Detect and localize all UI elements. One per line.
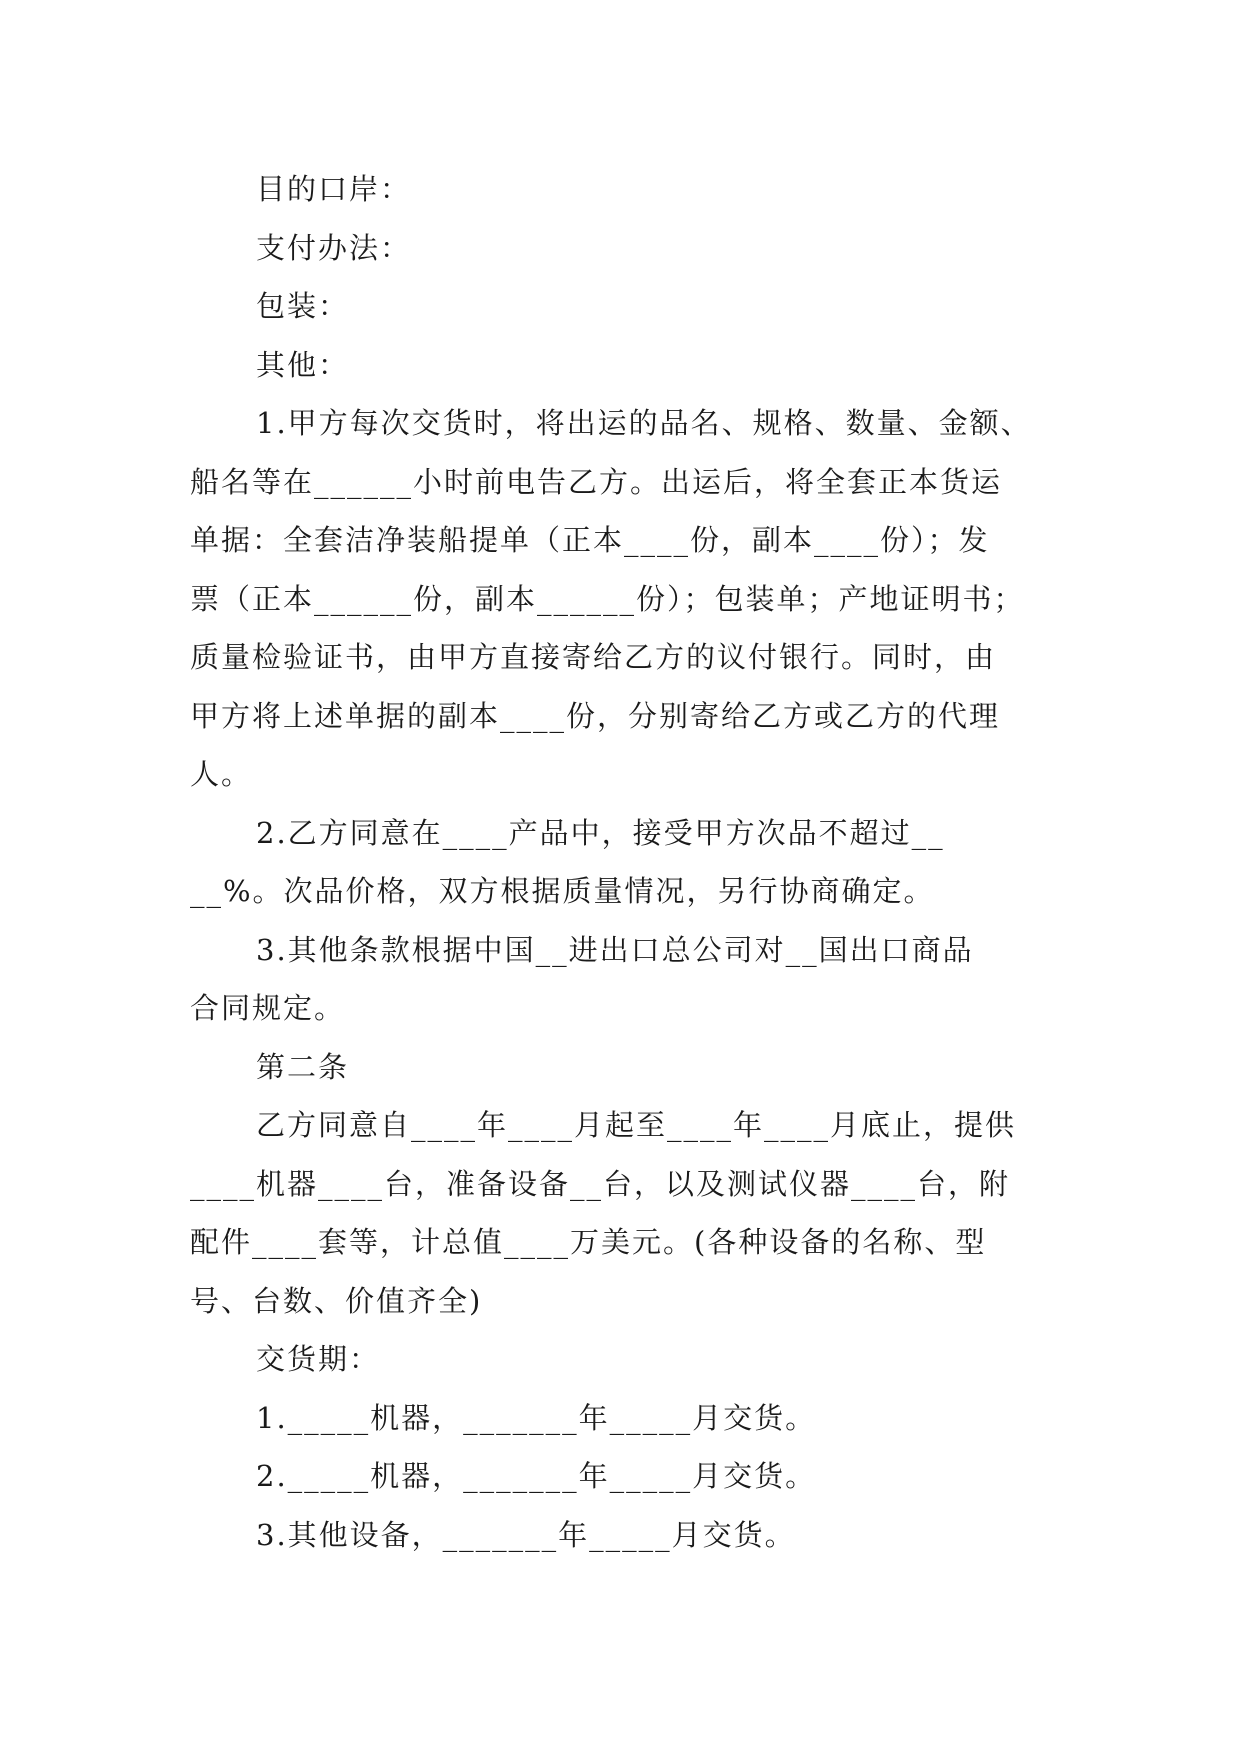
text-line: 单据：全套洁净装船提单（正本____份，副本____份）；发 [190, 523, 990, 557]
text-line: 船名等在______小时前电告乙方。出运后，将全套正本货运 [190, 464, 1003, 499]
text-line: 3.其他设备，_______年_____月交货。 [256, 1517, 796, 1552]
text-line: 支付办法： [256, 230, 412, 265]
text-line: 甲方将上述单据的副本____份，分别寄给乙方或乙方的代理 [190, 698, 1001, 733]
text-line: 2.乙方同意在____产品中，接受甲方次品不超过__ [256, 815, 945, 850]
text-line: 合同规定。 [190, 991, 346, 1025]
section-heading: 第二条 [256, 1049, 350, 1084]
text-line: 人。 [190, 757, 253, 791]
text-line: 票（正本______份，副本______份）；包装单；产地证明书； [190, 581, 1025, 616]
text-line: 号、台数、价值齐全) [190, 1283, 483, 1318]
text-line: 包装： [256, 289, 350, 323]
text-line: 1.甲方每次交货时，将出运的品名、规格、数量、金额、 [256, 406, 1032, 440]
text-line: 质量检验证书，由甲方直接寄给乙方的议付银行。同时，由 [190, 640, 997, 674]
text-line: ____机器____台，准备设备__台，以及测试仪器____台，附 [190, 1166, 1011, 1201]
text-line: 乙方同意自____年____月起至____年____月底止，提供 [256, 1108, 1017, 1142]
text-line: 配件____套等，计总值____万美元。(各种设备的名称、型 [190, 1225, 987, 1259]
text-line: 目的口岸： [256, 172, 412, 206]
text-line: 其他： [256, 347, 350, 382]
text-line: 3.其他条款根据中国__进出口总公司对__国出口商品 [256, 932, 974, 967]
text-line: __%。次品价格，双方根据质量情况，另行协商确定。 [190, 874, 935, 908]
text-line: 交货期： [256, 1342, 381, 1376]
document-body [190, 160, 1050, 1564]
text-line: 2._____机器，_______年_____月交货。 [256, 1459, 817, 1493]
text-line: 1._____机器，_______年_____月交货。 [256, 1400, 817, 1435]
